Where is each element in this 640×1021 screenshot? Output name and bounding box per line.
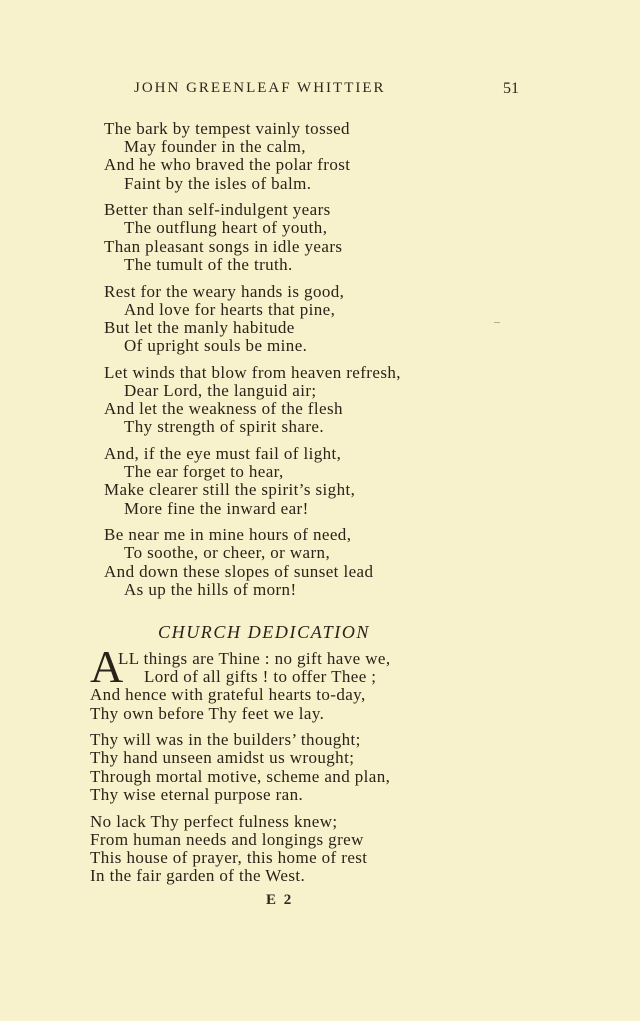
poem-line: The ear forget to hear, <box>124 462 284 482</box>
poem-line: But let the manly habitude <box>104 317 295 337</box>
church-dedication-poem <box>90 641 610 894</box>
stanza <box>104 526 604 599</box>
poem-line: From human needs and longings grew <box>90 829 364 849</box>
poem-line: And let the weakness of the flesh <box>104 399 343 419</box>
stanza <box>90 731 610 804</box>
paper-speck <box>494 322 500 323</box>
signature-mark: E 2 <box>266 892 294 908</box>
poem-line: Better than self-indulgent years <box>104 200 331 220</box>
poem-line: In the fair garden of the West. <box>90 866 306 886</box>
poem-line: No lack Thy perfect fulness knew; <box>90 811 338 831</box>
stanza <box>90 641 610 723</box>
poem-line: To soothe, or cheer, or warn, <box>124 543 331 563</box>
drop-cap: A <box>90 641 124 692</box>
poem-line: And down these slopes of sunset lead <box>104 561 374 581</box>
poem-line: Let winds that blow from heaven refresh, <box>104 362 401 382</box>
poem-line: And, if the eye must fail of light, <box>104 444 342 463</box>
stanza <box>104 283 604 356</box>
running-head-title: JOHN GREENLEAF WHITTIER <box>134 80 386 96</box>
poem-line: Through mortal motive, scheme and plan, <box>90 766 391 786</box>
poem-line: Thy wise eternal purpose ran. <box>90 784 304 804</box>
poem-line: Rest for the weary hands is good, <box>104 281 345 301</box>
poem-line: Dear Lord, the languid air; <box>124 380 317 400</box>
poem-line: And love for hearts that pine, <box>124 299 336 319</box>
poem-line: This house of prayer, this home of rest <box>90 847 368 867</box>
poem-line: Thy own before Thy feet we lay. <box>90 703 325 723</box>
poem-line: Of upright souls be mine. <box>124 336 308 356</box>
poem-line: Make clearer still the spirit’s sight, <box>104 480 356 500</box>
poem-line: LL things are Thine : no gift have we, <box>118 649 391 668</box>
section-title: CHURCH DEDICATION <box>158 622 371 642</box>
poem-line: May founder in the calm, <box>124 137 306 157</box>
poem-continuation <box>104 120 604 608</box>
stanza <box>104 445 604 518</box>
poem-line: Thy will was in the builders’ thought; <box>90 730 361 750</box>
poem-line: As up the hills of morn! <box>124 579 297 599</box>
poem-line: The tumult of the truth. <box>124 254 293 274</box>
poem-line: Thy hand unseen amidst us wrought; <box>90 748 355 768</box>
poem-line: Be near me in mine hours of need, <box>104 525 352 545</box>
stanza <box>104 120 604 193</box>
poem-line: More fine the inward ear! <box>124 498 309 518</box>
poem-line: Than pleasant songs in idle years <box>104 236 343 256</box>
poem-line: The outflung heart of youth, <box>124 218 328 238</box>
poem-line: And hence with grateful hearts to-day, <box>90 685 366 705</box>
stanza <box>104 364 604 437</box>
poem-line: Faint by the isles of balm. <box>124 173 312 193</box>
poem-line: Thy strength of spirit share. <box>124 417 324 437</box>
stanza <box>90 813 610 886</box>
page-number: 51 <box>503 80 519 97</box>
poem-line: The bark by tempest vainly tossed <box>104 119 350 138</box>
stanza <box>104 201 604 274</box>
poem-line: And he who braved the polar frost <box>104 155 351 175</box>
poem-line: Lord of all gifts ! to offer Thee ; <box>144 667 377 687</box>
